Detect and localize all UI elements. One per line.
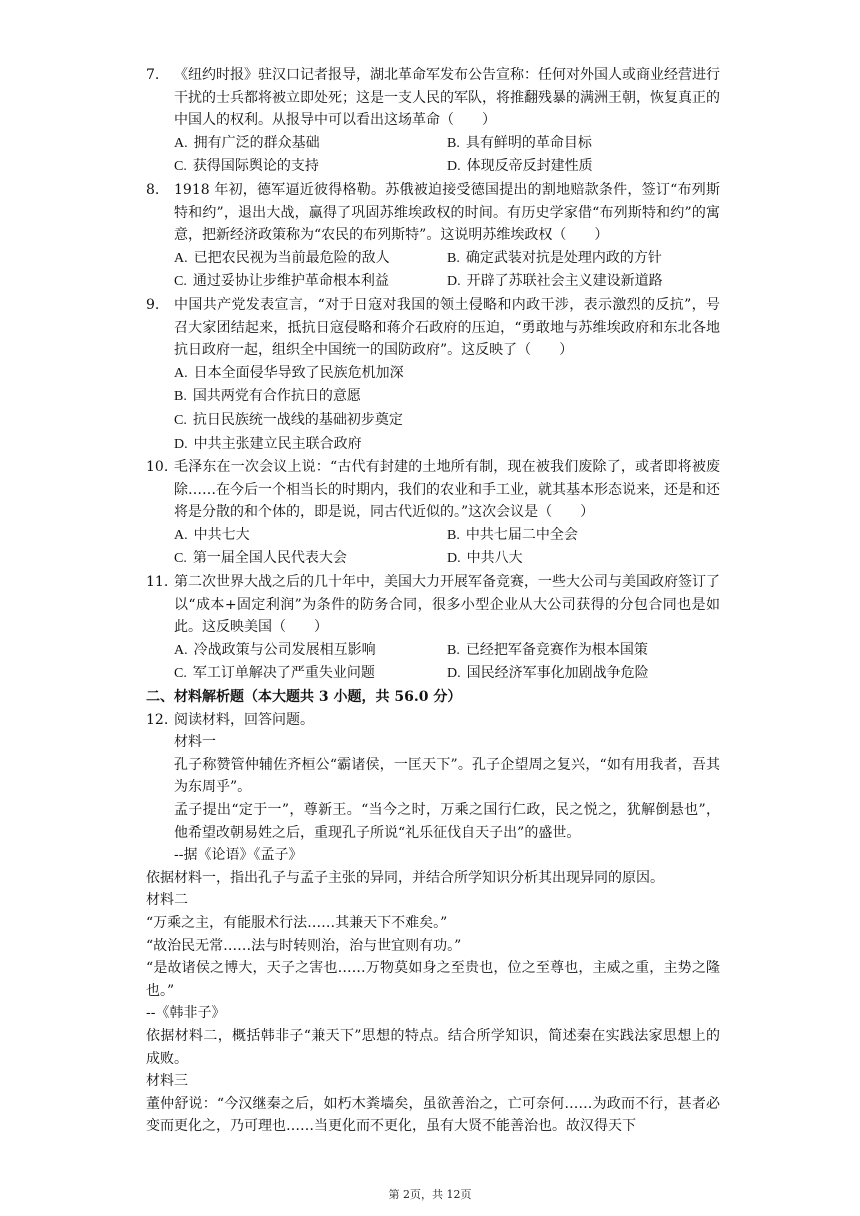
- option-text: 日本全面侵华导致了民族危机加深: [193, 364, 404, 381]
- material-1-paragraph-2: 孟子提出“定于一”，尊新王。“当今之时，万乘之国行仁政，民之悦之，犹解倒悬也”，他希望改朝易姓之后，重现孔子所说“礼乐征伐自天子出”的盛世。: [174, 802, 720, 841]
- answer-option: [447, 270, 720, 294]
- material-2-line-3: “是故诸侯之博大，天子之害也……万物莫如身之至贵也，位之至尊也，主威之重，主势之隆也。”: [146, 960, 720, 999]
- question-stem: 第二次世界大战之后的几十年中，美国大力开展军备竞赛，一些大公司与美国政府签订了以“成本+固定利润”为条件的防务合同，很多小型企业从大公司获得的分包合同也是如此。这反映美国（ ）: [174, 574, 720, 636]
- option-row: [174, 132, 720, 156]
- option-letter: D.: [447, 159, 461, 175]
- answer-option: [174, 547, 447, 571]
- option-row: [174, 547, 720, 571]
- option-text: 中共七届二中全会: [465, 526, 578, 543]
- option-row: [174, 270, 720, 294]
- question-item: [146, 571, 720, 686]
- material-2-source: --《韩非子》: [146, 1005, 226, 1022]
- option-letter: A.: [174, 527, 188, 543]
- option-text: 确定武装对抗是处理内政的方针: [465, 249, 662, 266]
- material-2-line-2: “故治民无常……法与时转则治，治与世宜则有功。”: [146, 937, 462, 954]
- question-number: 9.: [146, 296, 160, 313]
- option-text: 通过妥协让步维护革命根本利益: [192, 273, 389, 290]
- sub-question-1: 依据材料一，指出孔子与孟子主张的异同，并结合所学知识分析其出现异同的原因。: [146, 869, 664, 886]
- answer-option: [447, 662, 720, 686]
- option-text: 已把农民视为当前最危险的敌人: [193, 249, 390, 266]
- sub-question-2: 依据材料二，概括韩非子“兼天下”思想的特点。结合所学知识，简述秦在实践法家思想上的成败。: [146, 1027, 720, 1067]
- answer-option: [174, 362, 720, 386]
- option-letter: B.: [447, 642, 460, 658]
- option-letter: C.: [174, 412, 187, 428]
- question-item: [146, 456, 720, 571]
- question-number: 7.: [146, 67, 160, 83]
- option-row: [174, 639, 720, 663]
- question-item: [146, 64, 720, 179]
- option-text: 国民经济军事化加剧战争危险: [466, 665, 649, 682]
- answer-option: [447, 639, 720, 663]
- answer-option: [174, 270, 447, 294]
- question-item: [146, 294, 720, 456]
- section-title: 二、材料解析题（本大题共 3 小题，共 56.0 分）: [146, 689, 462, 706]
- question-stem: 阅读材料，回答问题。: [174, 711, 314, 728]
- option-row: [174, 524, 720, 548]
- option-text: 军工订单解决了严重失业问题: [192, 665, 375, 682]
- option-text: 体现反帝反封建性质: [466, 158, 593, 175]
- option-text: 国共两党有合作抗日的意愿: [192, 388, 361, 405]
- answer-option: [174, 524, 447, 548]
- answer-option: [174, 155, 447, 179]
- answer-option: [174, 639, 447, 663]
- answer-option: [174, 662, 447, 686]
- option-letter: B.: [447, 250, 460, 266]
- option-text: 已经把军备竞赛作为根本国策: [465, 641, 648, 658]
- option-text: 冷战政策与公司发展相互影响: [193, 641, 376, 658]
- answer-option: [174, 132, 447, 156]
- option-letter: D.: [447, 274, 461, 290]
- option-letter: A.: [174, 135, 188, 151]
- option-letter: D.: [174, 436, 188, 452]
- option-text: 中共主张建立民主联合政府: [193, 435, 362, 452]
- option-text: 第一届全国人民代表大会: [192, 550, 347, 567]
- question-number: 8.: [146, 181, 160, 198]
- option-text: 中共七大: [193, 526, 250, 543]
- answer-option: [447, 524, 720, 548]
- option-text: 中共八大: [466, 550, 523, 567]
- option-letter: C.: [174, 551, 187, 567]
- material-3-paragraph-1: 董仲舒说：“今汉继秦之后，如朽木粪墙矣，虽欲善治之，亡可奈何……为政而不行，甚者必变而更化之，乃可理也……当更化而不更化，虽有大贤不能善治也。故汉得天下: [146, 1095, 720, 1135]
- page-content: [146, 64, 720, 1138]
- option-letter: B.: [447, 135, 460, 151]
- material-1-paragraph-1: 孔子称赞管仲辅佐齐桓公“霸诸侯，一匡天下”。孔子企望周之复兴，“如有用我者，吾其为东周乎”。: [174, 756, 720, 796]
- option-row: [174, 155, 720, 179]
- answer-option: [447, 132, 720, 156]
- option-letter: B.: [174, 389, 187, 405]
- option-letter: B.: [447, 527, 460, 543]
- answer-option: [174, 385, 720, 409]
- option-letter: A.: [174, 642, 188, 658]
- option-text: 获得国际舆论的支持: [192, 158, 319, 175]
- option-letter: C.: [174, 159, 187, 175]
- option-text: 拥有广泛的群众基础: [193, 134, 320, 151]
- option-row: [174, 662, 720, 686]
- answer-option: [447, 547, 720, 571]
- question-12: [146, 709, 720, 732]
- answer-option: [174, 433, 720, 457]
- question-number: 11.: [146, 574, 169, 591]
- option-letter: C.: [174, 274, 187, 290]
- option-text: 开辟了苏联社会主义建设新道路: [466, 273, 663, 290]
- option-letter: A.: [174, 250, 188, 266]
- answer-option: [447, 155, 720, 179]
- answer-option: [174, 409, 720, 433]
- material-2-line-1: “万乘之主，有能服术行法……其兼天下不难矣。”: [146, 914, 448, 931]
- material-1-label: 材料一: [174, 734, 216, 751]
- question-number: 10.: [146, 459, 169, 476]
- option-letter: C.: [174, 666, 187, 682]
- page-footer: 第 2页，共 12页: [388, 1188, 472, 1201]
- option-letter: D.: [447, 666, 461, 682]
- question-stem: 《纽约时报》驻汉口记者报导，湖北革命军发布公告宣称：任何对外国人或商业经营进行干扰的士兵都将被立即处死；这是一支人民的军队，将推翻残暴的满洲王朝，恢复真正的中国人的权利。从报导中可以看出这场革命（ ）: [174, 67, 720, 129]
- question-number: 12.: [146, 711, 169, 728]
- option-letter: D.: [447, 551, 461, 567]
- answer-option: [447, 247, 720, 271]
- question-stem: 毛泽东在一次会议上说：“古代有封建的土地所有制，现在被我们废除了，或者即将被废除……在今后一个相当长的时期内，我们的农业和手工业，就其基本形态说来，还是和还将是分散的和个体的，即是说，同古代近似的。”这次会议是（ ）: [174, 459, 720, 521]
- material-1-source: --据《论语》《孟子》: [174, 847, 303, 864]
- option-text: 具有鲜明的革命目标: [465, 134, 592, 151]
- question-item: [146, 179, 720, 294]
- option-letter: A.: [174, 365, 188, 381]
- material-2-label: 材料二: [146, 892, 188, 909]
- question-stem: 1918 年初，德军逼近彼得格勒。苏俄被迫接受德国提出的割地赔款条件，签订“布列斯特和约”，退出大战，赢得了巩固苏维埃政权的时间。有历史学家借“布列斯特和约”的寓意，把新经济政策称为“农民的布列斯特”。这说明苏维埃政权（ ）: [174, 181, 720, 244]
- option-row: [174, 247, 720, 271]
- question-stem: 中国共产党发表宣言，“对于日寇对我国的领土侵略和内政干涉，表示激烈的反抗”，号召大家团结起来，抵抗日寇侵略和蒋介石政府的压迫，“勇敢地与苏维埃政府和东北各地抗日政府一起，组织全中国统一的国防政府”。这反映了（ ）: [174, 296, 720, 359]
- answer-option: [174, 247, 447, 271]
- question-list: [146, 64, 720, 686]
- material-3-label: 材料三: [146, 1073, 188, 1090]
- option-text: 抗日民族统一战线的基础初步奠定: [192, 411, 403, 428]
